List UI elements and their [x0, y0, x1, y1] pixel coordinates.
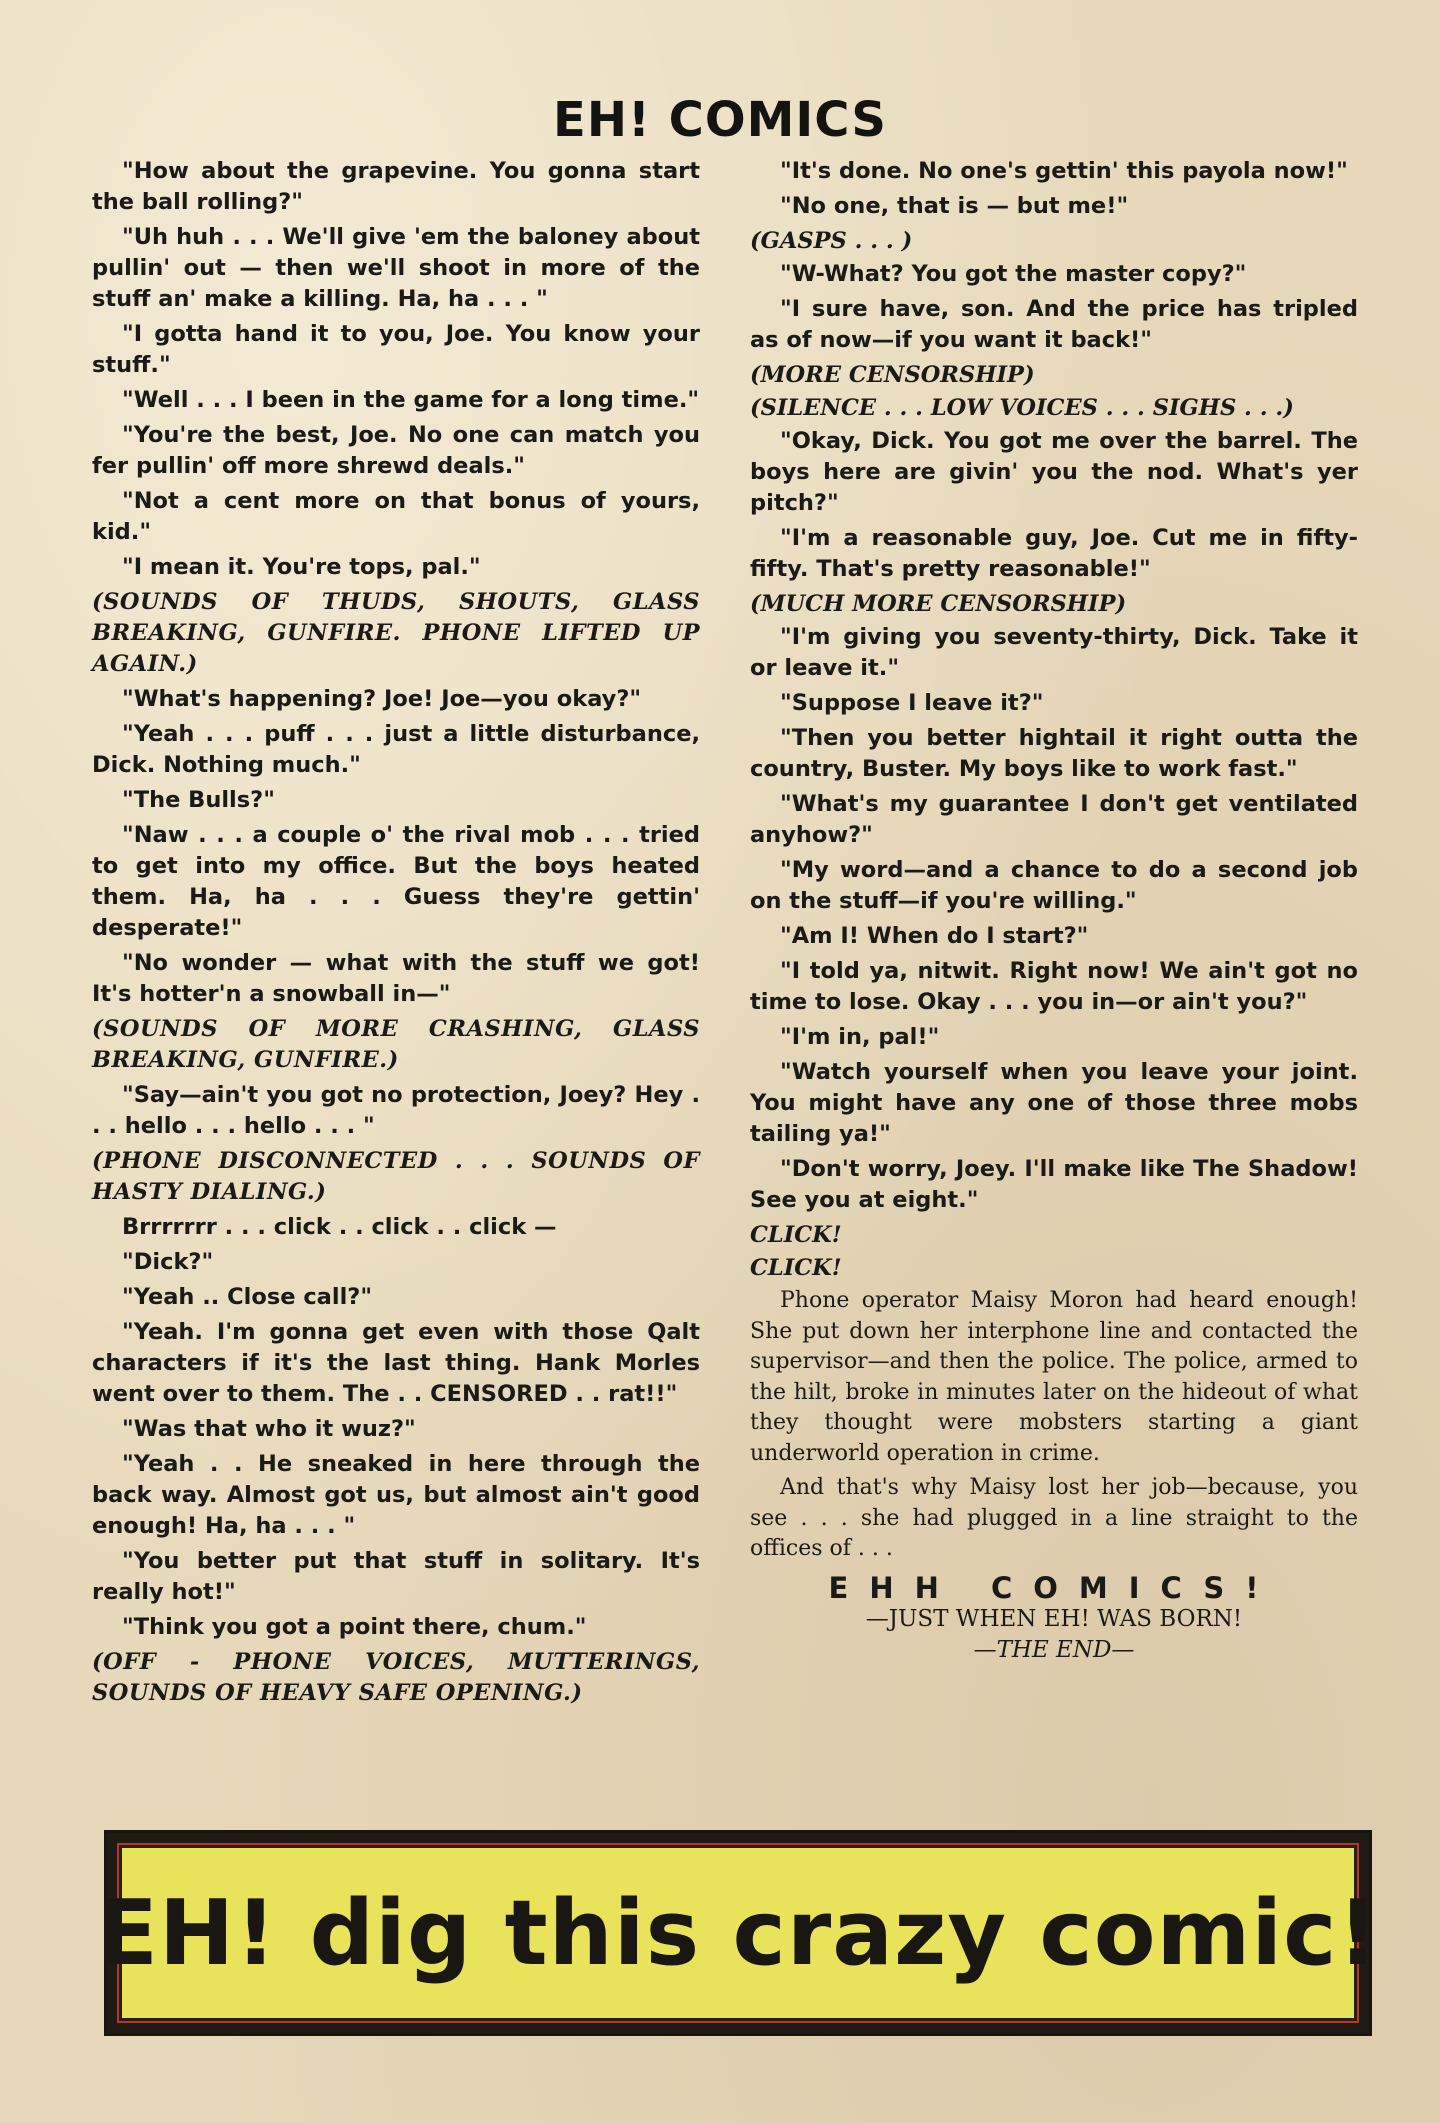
ending-title: EHH COMICS!: [828, 1570, 1280, 1605]
left-paragraph: (SOUNDS OF MORE CRASHING, GLASS BREAKING, GUNFIRE.): [92, 1016, 700, 1073]
right-paragraphs: [750, 156, 1358, 1565]
right-paragraph: "My word—and a chance to do a second job on the stuff—if you're willing.": [750, 857, 1358, 914]
story-ending: [750, 1570, 1358, 1666]
right-paragraph: (MUCH MORE CENSORSHIP): [750, 591, 1127, 617]
right-paragraph: "What's my guarantee I don't get ventilated anyhow?": [750, 791, 1358, 848]
right-paragraph: "I told ya, nitwit. Right now! We ain't got no time to lose. Okay . . . you in—or ain't you?": [750, 958, 1358, 1015]
left-paragraph: "You're the best, Joe. No one can match you fer pullin' off more shrewd deals.": [92, 422, 700, 479]
banner-panel: [96, 1845, 1380, 2021]
right-paragraph: "I'm giving you seventy-thirty, Dick. Take it or leave it.": [750, 624, 1358, 681]
banner-text: EH! dig this crazy comic!: [96, 1880, 1380, 1986]
left-paragraph: "What's happening? Joe! Joe—you okay?": [122, 686, 642, 712]
right-paragraph: "W-What? You got the master copy?": [780, 261, 1247, 287]
left-paragraph: "Yeah. I'm gonna get even with those Qalt characters if it's the last thing. Hank Morles went over to them. The . . CENSORED . . rat!!": [92, 1319, 700, 1407]
left-paragraph: "Yeah . . . puff . . . just a little disturbance, Dick. Nothing much.": [92, 721, 700, 778]
right-paragraph: "Don't worry, Joey. I'll make like The Shadow! See you at eight.": [750, 1156, 1358, 1213]
page-title: EH! COMICS: [553, 92, 887, 148]
left-paragraph: "Yeah . . He sneaked in here through the back way. Almost got us, but almost ain't good enough! Ha, ha . . . ": [92, 1451, 700, 1539]
right-paragraph: (MORE CENSORSHIP): [750, 362, 1035, 388]
right-paragraph: (GASPS . . . ): [750, 228, 913, 254]
right-paragraph: "I'm a reasonable guy, Joe. Cut me in fifty-fifty. That's pretty reasonable!": [750, 525, 1358, 582]
left-paragraph: "I gotta hand it to you, Joe. You know your stuff.": [92, 321, 700, 378]
left-paragraph: "Uh huh . . . We'll give 'em the baloney about pullin' out — then we'll shoot in more of the stuff an' make a killing. Ha, ha . . . ": [92, 224, 700, 312]
left-paragraph: "Think you got a point there, chum.": [122, 1614, 587, 1640]
left-paragraph: (SOUNDS OF THUDS, SHOUTS, GLASS BREAKING, GUNFIRE. PHONE LIFTED UP AGAIN.): [92, 589, 700, 677]
left-paragraph: "Say—ain't you got no protection, Joey? Hey . . . hello . . . hello . . . ": [92, 1082, 700, 1139]
left-paragraph: "Yeah .. Close call?": [122, 1284, 373, 1310]
left-text-column: [92, 156, 700, 1713]
right-paragraph: (SILENCE . . . LOW VOICES . . . SIGHS . . .): [750, 395, 1294, 421]
the-end: —THE END—: [973, 1636, 1135, 1663]
left-paragraph: "I mean it. You're tops, pal.": [122, 554, 481, 580]
right-paragraph: "I sure have, son. And the price has tripled as of now—if you want it back!": [750, 296, 1358, 353]
right-paragraph: "Okay, Dick. You got me over the barrel. The boys here are givin' you the nod. What's yer pitch?": [750, 428, 1358, 516]
left-paragraph: "No wonder — what with the stuff we got! It's hotter'n a snowball in—": [92, 950, 700, 1007]
left-paragraph: "Not a cent more on that bonus of yours, kid.": [92, 488, 700, 545]
left-paragraph: Brrrrrrr . . . click . . click . . click —: [122, 1214, 557, 1240]
left-paragraph: "Well . . . I been in the game for a long time.": [122, 387, 700, 413]
right-paragraph: "Watch yourself when you leave your joint. You might have any one of those three mobs tailing ya!": [750, 1059, 1358, 1147]
right-paragraph: CLICK!: [750, 1255, 842, 1281]
right-paragraph: "It's done. No one's gettin' this payola now!": [780, 158, 1348, 184]
right-paragraph: "Am I! When do I start?": [780, 923, 1089, 949]
left-paragraph: "The Bulls?": [122, 787, 275, 813]
left-paragraph: "Naw . . . a couple o' the rival mob . . . tried to get into my office. But the boys heated them. Ha, ha . . . Guess they're gettin' desperate!": [92, 822, 700, 941]
left-paragraph: (PHONE DISCONNECTED . . . SOUNDS OF HASTY DIALING.): [92, 1148, 700, 1205]
left-paragraph: (OFF - PHONE VOICES, MUTTERINGS, SOUNDS OF HEAVY SAFE OPENING.): [92, 1649, 700, 1706]
right-paragraph: CLICK!: [750, 1222, 842, 1248]
right-paragraph: And that's why Maisy lost her job—because, you see . . . she had plugged in a line straight to the offices of . . .: [750, 1475, 1358, 1561]
ending-tagline: —JUST WHEN EH! WAS BORN!: [865, 1605, 1243, 1632]
promo-banner: [96, 1830, 1380, 2036]
right-text-column: [750, 156, 1358, 1666]
right-paragraph: "No one, that is — but me!": [780, 193, 1129, 219]
right-paragraph: "I'm in, pal!": [780, 1024, 940, 1050]
left-paragraph: "Dick?": [122, 1249, 214, 1275]
right-paragraph: Phone operator Maisy Moron had heard enough! She put down her interphone line and contacted the supervisor—and then the police. The police, armed to the hilt, broke in minutes later on the hideout of what they thought were mobsters starting a giant underworld operation in crime.: [750, 1288, 1358, 1466]
left-paragraph: "How about the grapevine. You gonna start the ball rolling?": [92, 158, 700, 215]
right-paragraph: "Suppose I leave it?": [780, 690, 1044, 716]
left-paragraph: "Was that who it wuz?": [122, 1416, 416, 1442]
right-paragraph: "Then you better hightail it right outta the country, Buster. My boys like to work fast.": [750, 725, 1358, 782]
left-paragraph: "You better put that stuff in solitary. It's really hot!": [92, 1548, 700, 1605]
